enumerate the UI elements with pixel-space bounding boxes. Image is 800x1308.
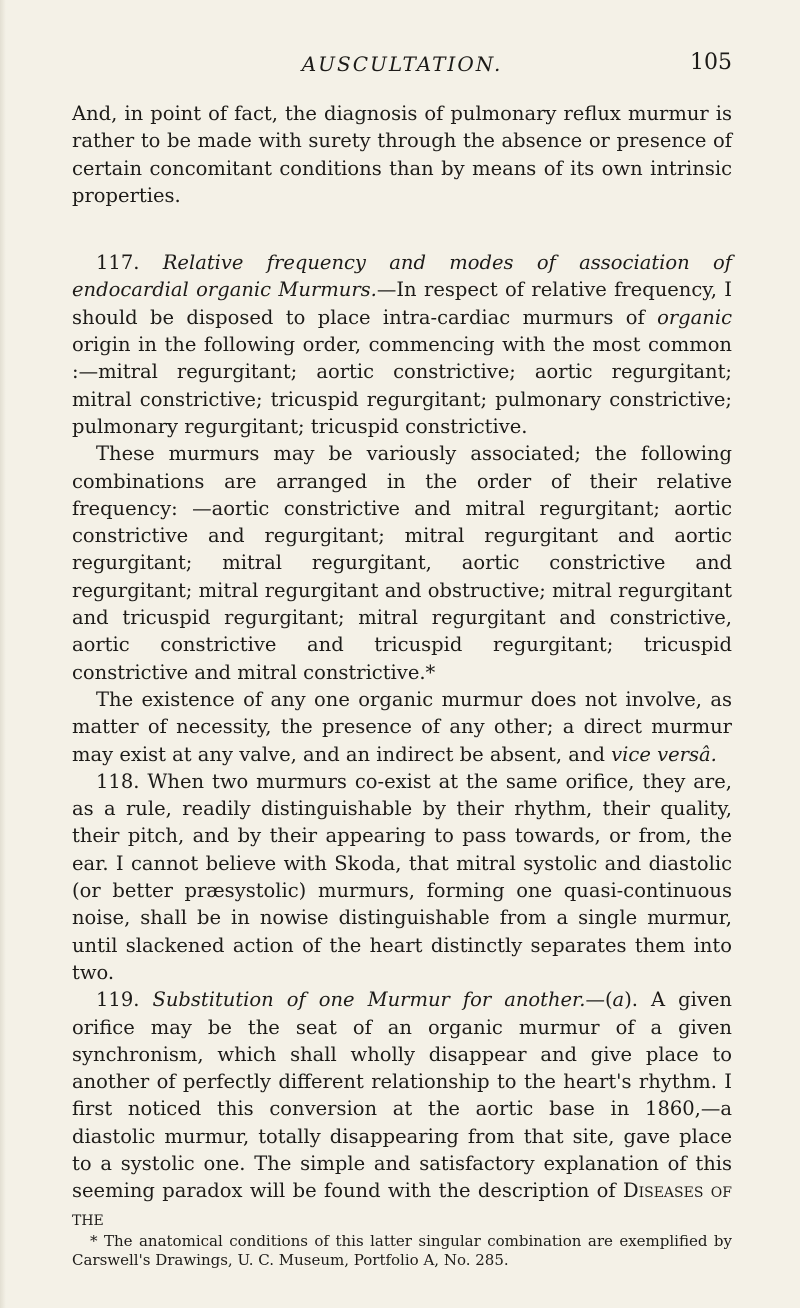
page-header <box>72 50 732 82</box>
emphasis-text: vice versâ. <box>611 742 717 766</box>
section-119 <box>72 986 732 1232</box>
emphasis-text: organic <box>657 305 732 329</box>
section-text: origin in the following order, commencing with the most common :—mitral regurgitant; aortic constrictive; aortic regurgitant; mitral constrictive; tricuspid regurgitant; pulmonary constrictive; pulmonary regurgitant; tricuspid constrictive. <box>72 333 732 438</box>
page-number: 105 <box>690 50 732 75</box>
section-number: 117. <box>96 251 163 275</box>
small-caps-text: Diseases of the <box>72 1179 732 1230</box>
section-text: —( <box>585 988 613 1012</box>
footnote-text: * The anatomical conditions of this latter singular combination are exemplified by Carswell's Drawings, U. C. Museum, Portfolio A, No. 285. <box>72 1232 732 1269</box>
emphasis-text: a <box>612 988 625 1012</box>
section-title: Relative frequency and modes of association of endocardial organic Murmurs. <box>72 251 732 302</box>
paragraph-existence <box>72 686 732 768</box>
footnote <box>72 1232 732 1270</box>
section-118: 118. When two murmurs co-exist at the same orifice, they are, as a rule, readily distinguishable by their rhythm, their quality, their pitch, and by their appearing to pass towards, or from, the ear. I cannot believe with Skoda, that mitral systolic and diastolic (or better præsystolic) murmurs, forming one quasi-continuous noise, shall be in nowise distinguishable from a single murmur, until slackened action of the heart distinctly separates them into two. <box>72 769 732 984</box>
running-title: AUSCULTATION. <box>301 52 503 76</box>
paragraph-continuation: And, in point of fact, the diagnosis of pulmonary reflux murmur is rather to be made with surety through the absence or presence of certain concomitant conditions than by means of its own intrinsic properties. <box>72 102 732 207</box>
section-number: 119. <box>96 988 153 1012</box>
paragraph-associations: These murmurs may be variously associated; the following combinations are arranged in the order of their relative frequency: —aortic constrictive and mitral regurgitant; aortic constrictive and regurgitant; mitral regurgitant and aortic regurgitant; mitral regurgitant, aortic constrictive and regurgitant; mitral regurgitant and obstructive; mitral regurgitant and tricuspid regurgitant; mitral regurgitant and constrictive, aortic constrictive and tricuspid regurgitant; tricuspid constrictive and mitral constrictive.* <box>72 442 732 684</box>
page-edge-shadow <box>0 0 6 1308</box>
paragraph-text: The existence of any one organic murmur does not involve, as matter of necessity, the presence of any other; a direct murmur may exist at any valve, and an indirect be absent, and <box>72 687 732 766</box>
section-text: ). A given orifice may be the seat of an organic murmur of a given synchronism, which shall wholly disappear and give place to another of perfectly different relationship to the heart's rhythm. I first noticed this conversion at the aortic base in 1860,—a diastolic murmur, totally disappearing from that site, gave place to a systolic one. The simple and satisfactory explanation of this seeming paradox will be found with the description of <box>72 988 732 1203</box>
body-text <box>72 100 732 1232</box>
section-text: —In respect of relative frequency, I should be disposed to place intra-cardiac murmurs of <box>72 278 732 329</box>
section-117 <box>72 249 732 440</box>
section-title: Substitution of one Murmur for another. <box>152 988 586 1012</box>
